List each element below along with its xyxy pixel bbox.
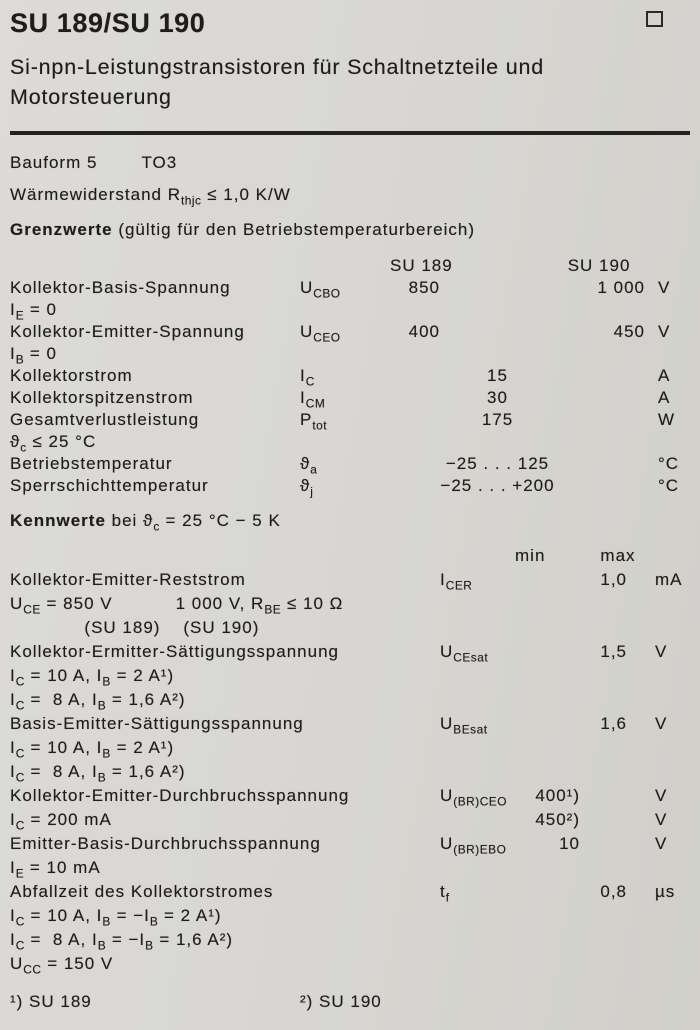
kennwerte-table xyxy=(10,544,690,976)
table-row xyxy=(10,277,690,321)
row-condition: (SU 189) (SU 190) xyxy=(10,618,260,637)
row-value-su189: 400 xyxy=(408,322,440,341)
table-row xyxy=(10,453,690,475)
row-symbol: $U_{CEsat}$ xyxy=(440,642,489,665)
row-label: Gesamtverlustleistung xyxy=(10,410,200,429)
row-value-su189: 850 xyxy=(408,278,440,297)
row-condition: $I_E = 0$ xyxy=(10,300,58,323)
row-label: Kollektor-Ermitter-Sättigungsspannung xyxy=(10,642,339,661)
table-row xyxy=(10,568,690,640)
row-condition: $I_C = 10$ A, $I_B = 2$ A¹) xyxy=(10,738,175,761)
column-header-min: min xyxy=(515,546,546,565)
row-condition: $U_{CE} = 850$ V 1 000 V, $R_{BE} \le 10$ Ω xyxy=(10,594,344,617)
row-condition: $ϑ_c \le 25$ °C xyxy=(10,432,97,455)
table-row xyxy=(10,832,690,880)
row-value-min xyxy=(525,640,580,664)
row-symbol: $P_{tot}$ xyxy=(300,410,328,433)
row-condition: $I_E = 10$ mA xyxy=(10,858,101,881)
row-unit: V xyxy=(658,278,671,297)
row-label: Kollektorstrom xyxy=(10,366,133,385)
divider xyxy=(10,131,690,135)
table-row xyxy=(10,784,690,832)
row-condition: $I_C = 8$ A, $I_B = -I_B = 1,6$ A²) xyxy=(10,930,234,953)
row-condition: $I_C = 10$ A, $I_B = 2$ A¹) xyxy=(10,666,175,689)
row-value: 175 xyxy=(481,410,514,429)
row-unit: V xyxy=(655,810,668,829)
row-value-min xyxy=(525,568,580,592)
row-unit: mA xyxy=(655,570,683,589)
row-label: Kollektorspitzenstrom xyxy=(10,388,194,407)
kennwerte-heading-word: Kennwerte xyxy=(10,511,106,530)
grenzwerte-heading-word: Grenzwerte xyxy=(10,220,113,239)
corner-checkbox-icon xyxy=(646,11,663,27)
row-symbol: $I_C$ xyxy=(300,366,315,389)
page-title: SU 189/SU 190 xyxy=(10,8,206,38)
row-value-min: 450²) xyxy=(535,810,580,829)
row-label: Kollektor-Emitter-Spannung xyxy=(10,322,245,341)
row-value: 15 xyxy=(487,366,508,385)
row-label: Kollektor-Emitter-Durchbruchsspannung xyxy=(10,786,350,805)
row-value-min xyxy=(525,712,580,736)
column-header-su189: SU 189 xyxy=(390,256,453,275)
table-row xyxy=(10,387,690,409)
table-row xyxy=(10,880,690,976)
row-value-min xyxy=(525,880,580,904)
row-value-max: 1,6 xyxy=(600,714,627,733)
spacer-cell xyxy=(580,832,635,856)
row-value-max: 0,8 xyxy=(600,882,627,901)
kennwerte-column-headers xyxy=(10,544,690,568)
row-value-su190: 450 xyxy=(613,322,645,341)
footnote-1: ¹) SU 189 xyxy=(10,992,92,1011)
package-label: TO3 xyxy=(141,153,178,172)
row-label: Emitter-Basis-Durchbruchsspannung xyxy=(10,834,321,853)
row-value-min: 10 xyxy=(559,834,580,853)
row-unit: A xyxy=(658,366,671,385)
table-row xyxy=(10,640,690,712)
kennwerte-heading-rest: bei $ϑ_c = 25$ °C − 5 K xyxy=(105,511,281,534)
row-symbol: $I_{CER}$ xyxy=(440,570,473,593)
row-symbol: $U_{BEsat}$ xyxy=(440,714,488,737)
bauform-label: Bauform 5 xyxy=(10,153,98,172)
row-symbol: $ϑ_j$ xyxy=(300,476,314,499)
row-value-min: 400¹) xyxy=(535,786,580,805)
row-label: Basis-Emitter-Sättigungsspannung xyxy=(10,714,304,733)
footnote-2: ²) SU 190 xyxy=(300,992,382,1011)
subtitle xyxy=(10,52,690,112)
row-unit: °C xyxy=(658,454,680,473)
spacer-cell xyxy=(580,784,635,808)
row-symbol: $U_{CEO}$ xyxy=(300,322,341,345)
row-label: Sperrschichttemperatur xyxy=(10,476,209,495)
row-condition: $I_C = 10$ A, $I_B = -I_B = 2$ A¹) xyxy=(10,906,222,929)
row-symbol: $I_{CM}$ xyxy=(300,388,326,411)
row-symbol: $U_{(BR)EBO}$ xyxy=(440,834,507,857)
row-condition: $U_{CC} = 150$ V xyxy=(10,954,114,977)
row-symbol: $U_{CBO}$ xyxy=(300,278,341,301)
table-row xyxy=(10,409,690,453)
row-unit: °C xyxy=(658,476,680,495)
row-unit: V xyxy=(655,834,668,853)
row-unit: V xyxy=(655,786,668,805)
row-value: −25 . . . +200 xyxy=(440,476,555,495)
subtitle-line-1: Si-npn-Leistungstransistoren für Schaltnetzteile und xyxy=(10,55,544,79)
table-row xyxy=(10,712,690,784)
row-unit: A xyxy=(658,388,671,407)
row-label: Betriebstemperatur xyxy=(10,454,173,473)
column-header-max: max xyxy=(600,546,636,565)
row-label: Kollektor-Basis-Spannung xyxy=(10,278,231,297)
row-value: −25 . . . 125 xyxy=(445,454,550,473)
table-row xyxy=(10,365,690,387)
table-row xyxy=(10,321,690,365)
row-unit: V xyxy=(658,322,671,341)
row-unit: V xyxy=(655,642,668,661)
row-value-max: 1,0 xyxy=(600,570,627,589)
row-value-max: 1,5 xyxy=(600,642,627,661)
table-row xyxy=(10,475,690,497)
row-condition: $I_B = 0$ xyxy=(10,344,58,367)
footnotes xyxy=(10,991,690,1013)
row-unit: V xyxy=(655,714,668,733)
kennwerte-heading xyxy=(10,510,690,532)
row-condition: $I_C = 200$ mA xyxy=(10,810,112,833)
header xyxy=(10,8,690,39)
grenzwerte-column-headers xyxy=(10,255,690,277)
thermal-resistance-spec: Wärmewiderstand $R_{thjc} \le 1,0$ K/W xyxy=(10,185,291,208)
bauform-line xyxy=(10,152,690,174)
row-unit: µs xyxy=(655,882,676,901)
row-condition: $I_C = 8$ A, $I_B = 1,6$ A²) xyxy=(10,762,186,785)
row-value: 30 xyxy=(487,388,508,407)
spacer-cell xyxy=(580,808,635,832)
row-label: Kollektor-Emitter-Reststrom xyxy=(10,570,246,589)
row-condition: $I_C = 8$ A, $I_B = 1,6$ A²) xyxy=(10,690,186,713)
subtitle-line-2: Motorsteuerung xyxy=(10,85,172,109)
grenzwerte-heading-rest: (gültig für den Betriebstemperaturbereich) xyxy=(112,220,475,239)
row-symbol: $t_f$ xyxy=(440,882,450,905)
column-header-su190: SU 190 xyxy=(567,256,631,275)
grenzwerte-table xyxy=(10,255,690,497)
row-symbol: $U_{(BR)CEO}$ xyxy=(440,786,507,809)
row-value-su190: 1 000 xyxy=(597,278,645,297)
row-unit: W xyxy=(658,410,676,429)
row-label: Abfallzeit des Kollektorstromes xyxy=(10,882,274,901)
row-symbol: $ϑ_a$ xyxy=(300,454,318,477)
grenzwerte-heading xyxy=(10,219,690,241)
